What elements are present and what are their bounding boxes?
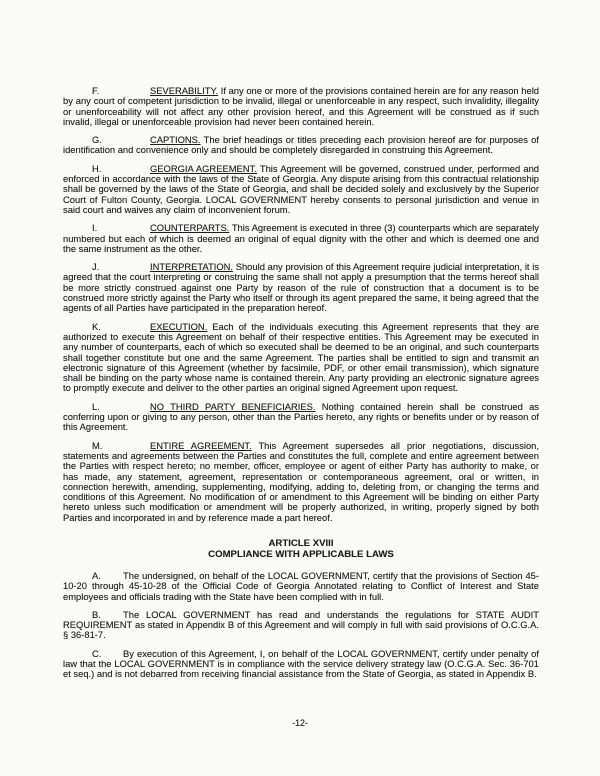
section-title: GEORGIA AGREEMENT.	[150, 162, 257, 174]
document-body	[63, 86, 539, 688]
section-letter: I.	[92, 222, 98, 234]
section-title: INTERPRETATION.	[150, 261, 233, 273]
section-letter: C.	[92, 647, 102, 659]
section-letter: F.	[92, 85, 100, 96]
page-number: -12-	[292, 718, 308, 728]
section-letter: L.	[92, 400, 100, 412]
section-letter: B.	[92, 608, 101, 620]
section-text: If any one or more of the provisions contained herein are for any reason held by any court of competent jurisdiction to be invalid, illegal or unenforceable in any respect, such invalidity, illegality or unenforceability will not affect any other provision hereof, and this Agreement will be construed as if such invalid, illegal or unenforceable provision had never been contained herein.	[63, 85, 539, 127]
section-text: This Agreement will be governed, construed under, performed and enforced in accordance with the laws of the State of Georgia. Any dispute arising from this contractual relationship shall be governed by the laws of the State of Georgia, and shall be decided solely and exclusively by the Superior Court of Fulton County, Georgia. LOCAL GOVERNMENT hereby consents to personal jurisdiction and venue in said court and waives any claim of inconvenient forum.	[63, 162, 539, 215]
section-title: ENTIRE AGREEMENT.	[150, 439, 252, 451]
section-paragraph-h	[63, 164, 539, 215]
section-title: NO THIRD PARTY BENEFICIARIES.	[150, 400, 316, 412]
article-heading	[63, 538, 539, 560]
article-title: COMPLIANCE WITH APPLICABLE LAWS	[208, 548, 394, 560]
section-text: The brief headings or titles preceding each provision hereof are for purposes of identification and convenience only and should be completely disregarded in construing this Agreement.	[63, 134, 540, 156]
section-letter: H.	[92, 162, 102, 174]
section-letter: G.	[92, 134, 102, 146]
section-letter: M.	[92, 439, 103, 451]
article-number: ARTICLE XVIII	[268, 537, 334, 549]
section-title: SEVERABILITY.	[150, 85, 219, 96]
section-text: This Agreement is executed in three (3) counterparts which are separately numbered but each of which is deemed an original of equal dignity with the other and which is deemed one and the same instrument as the other.	[63, 222, 539, 254]
section-paragraph-g	[63, 135, 539, 156]
section-text: The undersigned, on behalf of the LOCAL GOVERNMENT, certify that the provisions of Section 45-10-20 through 45-10-28 of the Official Code of Georgia Annotated relating to Conflict of Interest and State employees and officials trading with the State have been complied with in full.	[63, 569, 539, 602]
section-text: Nothing contained herein shall be construed as conferring upon or giving to any person, other than the Parties hereto, any rights or benefits under or by reason of this Agreement.	[63, 400, 539, 433]
section-text: Each of the individuals executing this Agreement represents that they are authorized to execute this Agreement on behalf of their respective entities. This Agreement may be executed in any number of counterparts, each of which so executed shall be deemed to be an original, and such counterparts shall together constitute but one and the same Agreement. The parties shall be entitled to sign and transmit an electronic signature of this Agreement (whether by facsimile, PDF, or other email transmission), which signature shall be binding on the party whose name is contained therein. Any party providing an electronic signature agrees to promptly execute and deliver to the other parties an original signed Agreement upon request.	[63, 320, 539, 394]
section-text: The LOCAL GOVERNMENT has read and understands the regulations for STATE AUDIT REQUIREMENT as stated in Appendix B of this Agreement and will comply in full with said provisions of O.C.G.A. § 36-81-7.	[63, 608, 539, 641]
section-title: COUNTERPARTS.	[150, 222, 230, 234]
section-letter: J.	[92, 261, 100, 273]
section-text: By execution of this Agreement, I, on behalf of the LOCAL GOVERNMENT, certify under penalty of law that the LOCAL GOVERNMENT is in compliance with the service delivery strategy law (O.C.G.A. Sec. 36-701 et seq.) and is not debarred from receiving financial assistance from the State of Georgia, as stated in Appendix B.	[63, 647, 539, 680]
section-title: EXECUTION.	[150, 320, 208, 332]
section-paragraph-l	[63, 402, 539, 433]
section-paragraph-i	[63, 223, 539, 254]
section-paragraph-k	[63, 322, 539, 394]
section-letter: K.	[92, 320, 101, 332]
section-paragraph-j	[63, 262, 539, 313]
section-title: CAPTIONS.	[150, 134, 201, 146]
section-text: Should any provision of this Agreement require judicial interpretation, it is agreed that the court interpreting or construing the same shall not apply a presumption that the terms hereof shall be more strictly construed against one Party by reason of the rule of construction that a document is to be construed more strictly against the Party who itself or through its agent prepared the same, it being agreed that the agents of all Parties have participated in the preparation hereof.	[63, 261, 540, 314]
section-paragraph-m	[63, 441, 539, 523]
compliance-paragraph-b	[63, 610, 539, 641]
compliance-paragraph-c	[63, 649, 539, 680]
compliance-paragraph-a	[63, 571, 539, 602]
section-paragraph-f	[63, 86, 539, 127]
section-text: This Agreement supersedes all prior negotiations, discussion, statements and agreements between the Parties and constitutes the full, complete and entire agreement between the Parties with respect hereto; no member, officer, employee or agent of either Party has authority to make, or has made, any statement, agreement, representation or contemporaneous agreement, oral or written, in connection herewith, amending, supplementing, modifying, adding to, deleting from, or changing the terms and conditions of this Agreement. No modification of or amendment to this Agreement will be binding on either Party hereto unless such modification or amendment will be properly authorized, in writing, properly signed by both Parties and incorporated in and by reference made a part hereof.	[63, 439, 539, 523]
section-letter: A.	[92, 569, 101, 581]
